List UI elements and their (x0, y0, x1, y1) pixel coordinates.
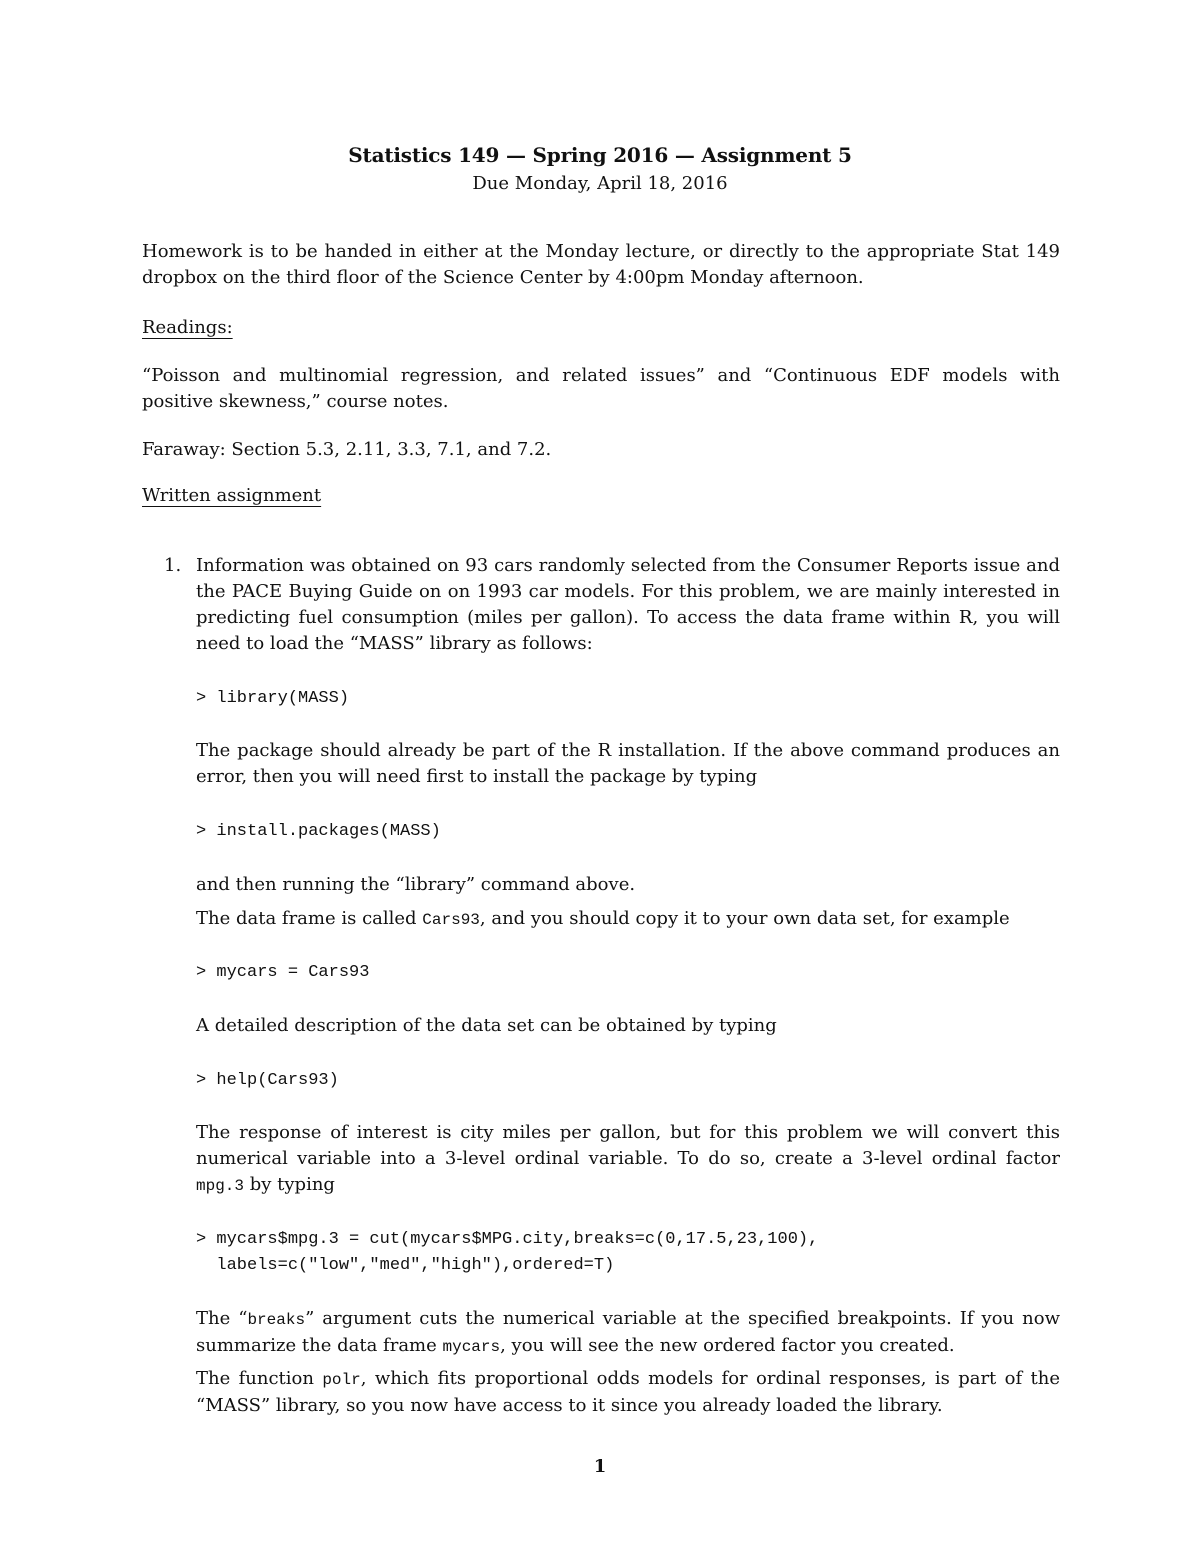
inline-code-mycars: mycars (442, 1338, 501, 1356)
inline-code-breaks: breaks (247, 1311, 306, 1329)
inline-code-cars93: Cars93 (422, 911, 480, 929)
package-install-paragraph: The package should already be part of the R installation. If the above command produces an error, then you will need first to install the package by typing (196, 740, 1060, 787)
data-frame-text-a: The data frame is called (196, 908, 423, 929)
description-paragraph: A detailed description of the data set can be obtained by typing (196, 1015, 777, 1036)
written-assignment-heading: Written assignment (142, 485, 322, 506)
problem-intro-paragraph: Information was obtained on 93 cars randomly selected from the Consumer Reports issue and the PACE Buying Guide on on 1993 car models. For this problem, we are mainly interested in predicting fuel consumption (miles per gallon). To access the data frame within R, you will need to load the “MASS” library as follows: (196, 555, 1060, 654)
polr-text-b: , which fits proportional odds models for ordinal responses, is part of the “MASS” library, so you now have access to it since you already loaded the library. (196, 1368, 1060, 1416)
response-text-a: The response of interest is city miles per gallon, but for this problem we will convert this numerical variable into a 3-level ordinal variable. To do so, create a 3-level ordinal factor (196, 1122, 1060, 1169)
code-help-cars93: > help(Cars93) (196, 1071, 339, 1090)
polr-text-a: The function (196, 1368, 323, 1389)
readings-course-notes: “Poisson and multinomial regression, and related issues” and “Continuous EDF models with positive skewness,” course notes. (142, 365, 1060, 412)
due-date: Due Monday, April 18, 2016 (472, 173, 728, 194)
data-frame-text-b: , and you should copy it to your own data set, for example (479, 908, 1010, 929)
readings-heading: Readings: (142, 317, 233, 338)
response-paragraph (196, 1120, 1060, 1199)
breaks-text-b: ” argument cuts the numerical variable at the specified breakpoints. If you now summarize the data frame (196, 1308, 1060, 1356)
document-title: Statistics 149 — Spring 2016 — Assignment 5 (348, 143, 852, 167)
code-install-packages: > install.packages(MASS) (196, 822, 441, 841)
breaks-paragraph (196, 1306, 1060, 1360)
data-frame-paragraph (196, 906, 1060, 933)
response-text-b: by typing (244, 1174, 335, 1195)
code-library-mass: > library(MASS) (196, 689, 350, 708)
polr-paragraph (196, 1366, 1060, 1419)
breaks-text-c: , you will see the new ordered factor you created. (500, 1335, 955, 1356)
library-command-paragraph: and then running the “library” command above. (196, 874, 636, 895)
inline-code-polr: polr (322, 1371, 361, 1389)
breaks-text-a: The “ (196, 1308, 248, 1329)
problem-number: 1. (164, 555, 182, 576)
code-mycars-assign: > mycars = Cars93 (196, 963, 370, 982)
page-number: 1 (593, 1456, 607, 1477)
inline-code-mpg3: mpg.3 (196, 1177, 245, 1195)
code-cut-line-1: > mycars$mpg.3 = cut(mycars$MPG.city,breaks=c(0,17.5,23,100), (196, 1230, 819, 1249)
intro-paragraph: Homework is to be handed in either at the Monday lecture, or directly to the appropriate Stat 149 dropbox on the third floor of the Science Center by 4:00pm Monday afternoon. (142, 241, 1060, 288)
readings-faraway: Faraway: Section 5.3, 2.11, 3.3, 7.1, and 7.2. (142, 439, 552, 460)
code-cut-line-2: labels=c("low","med","high"),ordered=T) (196, 1256, 615, 1275)
